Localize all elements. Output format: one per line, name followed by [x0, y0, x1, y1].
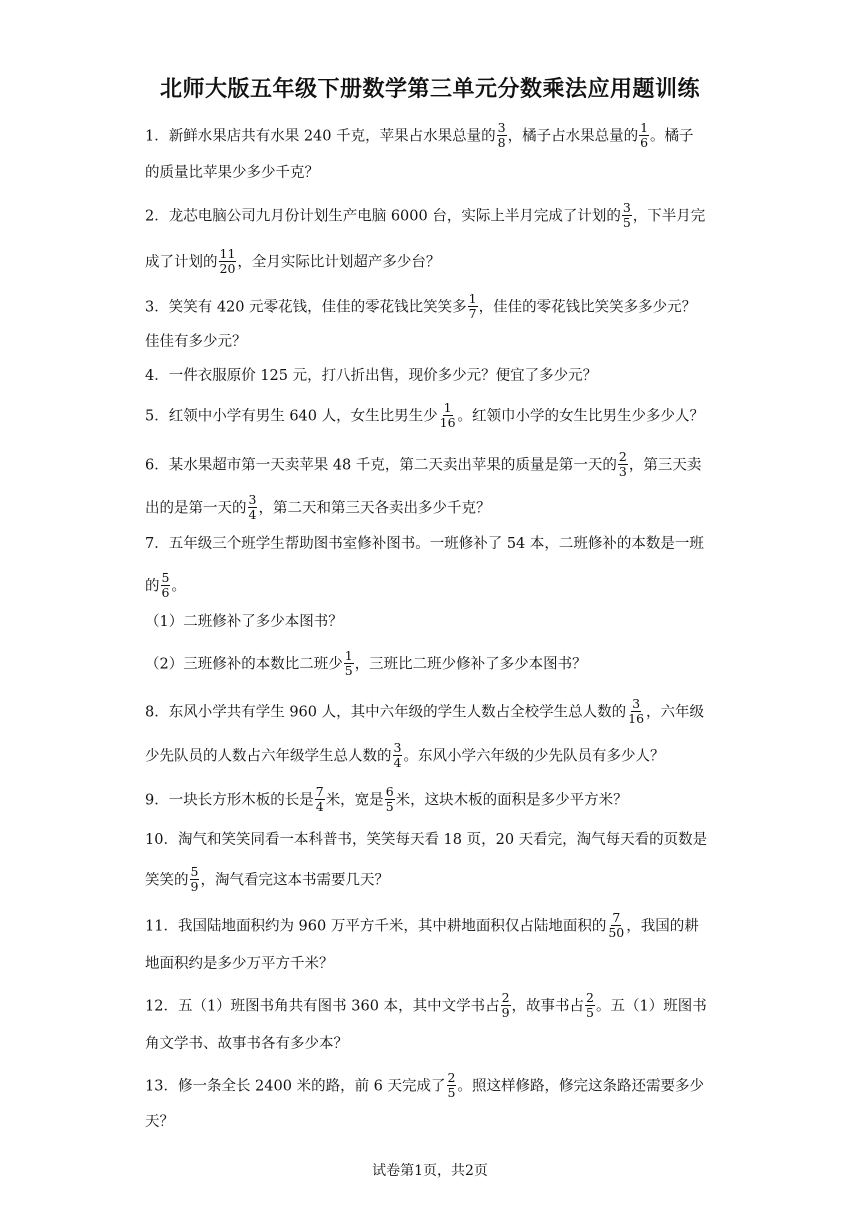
- question-text: ，淘气看完这本书需要几天？: [200, 872, 389, 889]
- fraction: [497, 121, 507, 150]
- fraction-denominator: 50: [608, 925, 625, 940]
- question-line: [145, 494, 725, 523]
- question-text: 。: [171, 578, 186, 595]
- fraction-denominator: 4: [393, 755, 402, 770]
- fraction-numerator: 2: [586, 990, 594, 1005]
- fraction-denominator: 6: [640, 135, 649, 150]
- fraction: [190, 865, 200, 894]
- question-line: [145, 1034, 725, 1054]
- question-text: 。照这样修路，修完这条路还需要多少: [457, 1078, 704, 1095]
- question-text: 4．一件衣服原价 125 元，打八折出售，现价多少元？便宜了多少元？: [145, 368, 598, 384]
- fraction-numerator: 7: [315, 784, 324, 799]
- question-text: 9．一块长方形木板的长是: [145, 792, 314, 809]
- fraction-numerator: 3: [497, 120, 506, 135]
- question-text: 11．我国陆地面积约为 960 万平方千米，其中耕地面积仅占陆地面积的: [145, 918, 607, 935]
- question-line: [145, 742, 725, 771]
- question-line: [145, 650, 725, 679]
- fraction-denominator: 8: [497, 135, 506, 150]
- fraction-denominator: 5: [385, 799, 394, 814]
- question-line: [145, 202, 725, 231]
- fraction: [219, 247, 237, 276]
- question-line: [145, 332, 725, 352]
- question-text: 5．红领中小学有男生 640 人，女生比男生少: [145, 408, 438, 425]
- question-line: [145, 866, 725, 895]
- fraction-numerator: 3: [393, 740, 402, 755]
- fraction-denominator: 7: [468, 306, 477, 321]
- question-text: ，三班比二班少修补了多少本图书？: [354, 656, 587, 673]
- fraction-numerator: 5: [190, 864, 199, 879]
- fraction: [618, 450, 628, 479]
- question-line: [145, 402, 725, 431]
- fraction-denominator: 3: [618, 464, 627, 479]
- question-line: [145, 698, 725, 727]
- question-line: [145, 612, 725, 632]
- fraction: [639, 121, 649, 150]
- fraction: [315, 785, 325, 814]
- question-text: 的: [145, 578, 160, 595]
- question-text: 少先队员的人数占六年级学生总人数的: [145, 748, 392, 765]
- question-line: [145, 786, 725, 815]
- fraction-numerator: 11: [219, 246, 236, 261]
- fraction-denominator: 20: [219, 261, 236, 276]
- question-line: [145, 451, 725, 480]
- question-line: [145, 248, 725, 277]
- question-text: 。红领巾小学的女生比男生少多少人？: [457, 408, 705, 425]
- fraction-numerator: 3: [632, 696, 641, 711]
- fraction-numerator: 3: [248, 492, 257, 507]
- question-text: 12．五（1）班图书角共有图书 360 本，其中文学书占: [145, 998, 500, 1015]
- question-line: [145, 992, 725, 1021]
- fraction-numerator: 3: [622, 200, 631, 215]
- fraction-denominator: 5: [586, 1005, 594, 1020]
- fraction: [501, 991, 511, 1020]
- question-text: 出的是第一天的: [145, 500, 247, 517]
- fraction: [447, 1071, 457, 1100]
- fraction-denominator: 16: [628, 711, 645, 726]
- fraction-numerator: 1: [468, 291, 477, 306]
- fraction-numerator: 2: [618, 449, 627, 464]
- fraction: [393, 741, 403, 770]
- fraction-numerator: 1: [443, 400, 452, 415]
- fraction-denominator: 9: [190, 879, 199, 894]
- question-text: ，橘子占水果总量的: [507, 128, 639, 145]
- fraction-numerator: 1: [640, 120, 649, 135]
- document-title: 北师大版五年级下册数学第三单元分数乘法应用题训练: [159, 77, 700, 102]
- question-text: 米，宽是: [325, 792, 384, 809]
- question-text: 8．东风小学共有学生 960 人，其中六年级的学生人数占全校学生总人数的: [145, 704, 627, 721]
- question-text: ，全月实际比计划超产多少台？: [237, 254, 441, 271]
- question-line: [145, 366, 725, 386]
- fraction-denominator: 6: [161, 585, 170, 600]
- page-footer: 试卷第1页，共2页: [372, 1163, 488, 1179]
- question-line: [145, 122, 725, 151]
- question-line: [145, 912, 725, 941]
- question-text: 的质量比苹果少多少千克？: [145, 165, 319, 181]
- question-text: ，第三天卖: [628, 457, 702, 474]
- fraction: [585, 991, 595, 1020]
- question-line: [145, 954, 725, 974]
- question-text: ，故事书占: [511, 998, 585, 1015]
- question-line: [145, 1072, 725, 1101]
- question-line: [145, 572, 725, 601]
- question-text: 米，这块木板的面积是多少平方米？: [395, 792, 628, 809]
- fraction: [385, 785, 395, 814]
- question-text: （2）三班修补的本数比二班少: [145, 656, 343, 673]
- fraction: [439, 401, 457, 430]
- fraction-numerator: 2: [501, 990, 510, 1005]
- question-text: ，下半月完: [632, 208, 706, 225]
- fraction: [622, 201, 632, 230]
- question-text: 2．龙芯电脑公司九月份计划生产电脑 6000 台，实际上半月完成了计划的: [145, 208, 621, 225]
- question-text: 1．新鲜水果店共有水果 240 千克，苹果占水果总量的: [145, 128, 496, 145]
- question-text: 天？: [145, 1114, 174, 1130]
- question-text: 。五（1）班图书: [595, 998, 707, 1015]
- fraction-denominator: 9: [501, 1005, 510, 1020]
- fraction-denominator: 16: [439, 415, 456, 430]
- question-text: 笑笑的: [145, 872, 189, 889]
- fraction-denominator: 5: [344, 663, 353, 678]
- question-line: [145, 293, 725, 322]
- fraction: [344, 649, 354, 678]
- question-text: 6．某水果超市第一天卖苹果 48 千克，第二天卖出苹果的质量是第一天的: [145, 457, 617, 474]
- fraction-numerator: 7: [612, 910, 621, 925]
- fraction-denominator: 5: [622, 215, 631, 230]
- fraction-denominator: 4: [248, 507, 257, 522]
- question-text: （1）二班修补了多少本图书？: [145, 614, 343, 630]
- fraction: [161, 571, 171, 600]
- question-text: 佳佳有多少元？: [145, 334, 247, 350]
- question-text: ，佳佳的零花钱比笑笑多多少元？: [478, 299, 697, 316]
- question-text: ，第二天和第三天各卖出多少千克？: [258, 500, 491, 517]
- question-text: 地面积约是多少万平方千米？: [145, 956, 334, 972]
- fraction: [248, 493, 258, 522]
- fraction: [468, 292, 478, 321]
- question-line: [145, 163, 725, 183]
- question-line: [145, 1112, 725, 1132]
- question-text: ，六年级: [646, 704, 705, 721]
- question-text: 。东风小学六年级的少先队员有多少人？: [403, 748, 665, 765]
- fraction: [607, 911, 625, 940]
- question-text: 13．修一条全长 2400 米的路，前 6 天完成了: [145, 1078, 446, 1095]
- fraction-numerator: 5: [161, 570, 170, 585]
- question-text: 3．笑笑有 420 元零花钱，佳佳的零花钱比笑笑多: [145, 299, 467, 316]
- fraction: [627, 697, 645, 726]
- fraction-numerator: 2: [447, 1070, 456, 1085]
- question-text: 。橘子: [650, 128, 694, 145]
- question-text: ，我国的耕: [626, 918, 699, 935]
- fraction-denominator: 4: [315, 799, 324, 814]
- question-line: [145, 534, 725, 554]
- question-line: [145, 830, 725, 850]
- question-text: 7．五年级三个班学生帮助图书室修补图书。一班修补了 54 本，二班修补的本数是一班: [145, 536, 704, 552]
- question-text: 10．淘气和笑笑同看一本科普书，笑笑每天看 18 页，20 天看完，淘气每天看的页数是: [145, 832, 708, 848]
- fraction-numerator: 6: [385, 784, 394, 799]
- question-text: 成了计划的: [145, 254, 218, 271]
- fraction-denominator: 5: [447, 1085, 456, 1100]
- question-text: 角文学书、故事书各有多少本？: [145, 1036, 348, 1052]
- fraction-numerator: 1: [344, 648, 353, 663]
